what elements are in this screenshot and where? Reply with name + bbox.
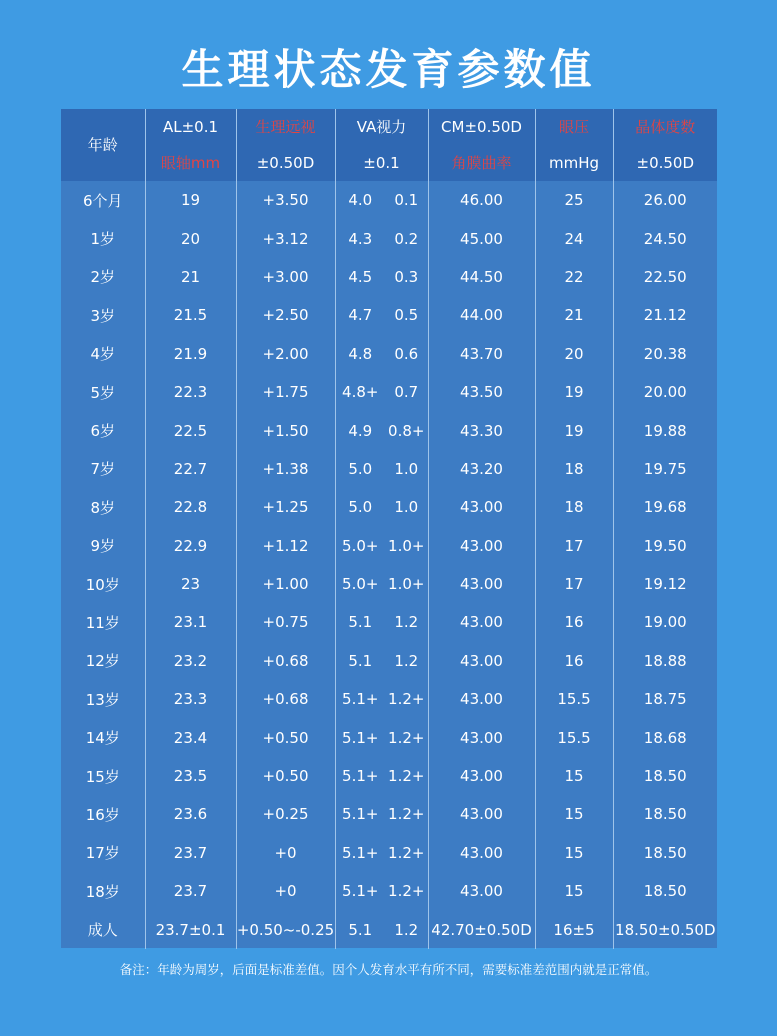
- cell-lens-power: 22.50: [643, 267, 687, 286]
- cell-iop: 17: [535, 565, 613, 603]
- cell-va-decimal: 1.0+: [385, 527, 428, 565]
- header-lens-top: 晶体度数: [613, 109, 717, 145]
- footnote: 备注：年龄为周岁，后面是标准差值。因个人发育水平有所不同，需要标准差范围内就是正常值。: [119, 962, 658, 977]
- cell-axial-length: 22.5: [145, 411, 236, 449]
- cell-age: 17岁: [61, 834, 145, 872]
- cell-lens-power: 18.50±0.50D: [615, 920, 716, 939]
- cell-axial-length: 21.9: [145, 335, 236, 373]
- cell-lens-power: 19.50: [643, 536, 687, 555]
- cell-va-5point: 5.0+: [342, 536, 379, 555]
- cell-hyperopia: +0: [236, 834, 335, 872]
- cell-iop: 24: [535, 219, 613, 257]
- cell-va-5point: 5.1: [348, 613, 373, 632]
- cell-corneal-curvature: 43.20: [428, 450, 535, 488]
- cell-axial-length: 23.7±0.1: [145, 910, 236, 948]
- cell-hyperopia: +1.50: [236, 411, 335, 449]
- header-hyperopia-bottom: ±0.50D: [236, 145, 335, 181]
- cell-va-5point: 4.3: [348, 229, 373, 248]
- cell-corneal-curvature: 43.00: [428, 718, 535, 756]
- cell-lens-power: 19.88: [643, 421, 687, 440]
- cell-va-decimal: 0.2: [385, 219, 428, 257]
- cell-va-decimal: 0.5: [385, 296, 428, 334]
- cell-iop: 18: [535, 488, 613, 526]
- cell-corneal-curvature: 43.00: [428, 527, 535, 565]
- table-row: [61, 603, 717, 641]
- cell-corneal-curvature: 43.00: [428, 834, 535, 872]
- cell-va-5point: 5.0+: [342, 575, 379, 594]
- cell-axial-length: 23.4: [145, 718, 236, 756]
- cell-va-5point: 5.1: [348, 651, 373, 670]
- cell-axial-length: 23.1: [145, 603, 236, 641]
- header-hyperopia-top: 生理远视: [236, 109, 335, 145]
- cell-va-decimal: 1.2: [385, 642, 428, 680]
- cell-iop: 15: [535, 757, 613, 795]
- cell-age: 18岁: [61, 872, 145, 910]
- cell-iop: 17: [535, 527, 613, 565]
- cell-hyperopia: +3.12: [236, 219, 335, 257]
- cell-va-5point: 5.0: [348, 459, 373, 478]
- cell-iop: 18: [535, 450, 613, 488]
- cell-va-decimal: 1.2+: [385, 795, 428, 833]
- cell-iop: 21: [535, 296, 613, 334]
- cell-age: 成人: [61, 910, 145, 948]
- cell-va-decimal: 1.2: [385, 603, 428, 641]
- cell-axial-length: 22.8: [145, 488, 236, 526]
- cell-iop: 15: [535, 795, 613, 833]
- cell-va-decimal: 1.0+: [385, 565, 428, 603]
- header-al-bottom: [145, 145, 236, 181]
- cell-axial-length: 22.7: [145, 450, 236, 488]
- cell-lens-power: 20.38: [643, 344, 687, 363]
- cell-lens-power: 18.68: [643, 728, 687, 747]
- cell-lens-power: 18.50: [643, 805, 687, 824]
- cell-va-5point: 4.5: [348, 267, 373, 286]
- table-row: [61, 565, 717, 603]
- parameter-table: [61, 109, 717, 949]
- cell-corneal-curvature: 43.70: [428, 335, 535, 373]
- cell-iop: 16: [535, 603, 613, 641]
- cell-age: 4岁: [61, 335, 145, 373]
- cell-corneal-curvature: 43.00: [428, 642, 535, 680]
- cell-va-5point: 4.9: [348, 421, 373, 440]
- cell-lens-power: 24.50: [643, 229, 687, 248]
- cell-age: 2岁: [61, 258, 145, 296]
- table-row: [61, 488, 717, 526]
- cell-corneal-curvature: 43.00: [428, 680, 535, 718]
- cell-hyperopia: +1.75: [236, 373, 335, 411]
- cell-hyperopia: +1.12: [236, 527, 335, 565]
- cell-lens-power: 19.12: [643, 575, 687, 594]
- cell-corneal-curvature: 43.00: [428, 565, 535, 603]
- cell-axial-length: 23.2: [145, 642, 236, 680]
- page-title: 生理状态发育参数值: [181, 45, 596, 94]
- cell-hyperopia: +0.25: [236, 795, 335, 833]
- cell-age: 6岁: [61, 411, 145, 449]
- table-row: [61, 642, 717, 680]
- table-row: [61, 834, 717, 872]
- cell-iop: 22: [535, 258, 613, 296]
- cell-va-decimal: 1.2+: [385, 718, 428, 756]
- cell-corneal-curvature: 45.00: [428, 219, 535, 257]
- cell-va-5point: 5.1+: [342, 805, 379, 824]
- cell-lens-power: 19.68: [643, 498, 687, 517]
- table-row: [61, 718, 717, 756]
- cell-corneal-curvature: 43.00: [428, 757, 535, 795]
- cell-corneal-curvature: 43.00: [428, 488, 535, 526]
- cell-axial-length: 23.7: [145, 834, 236, 872]
- cell-axial-length: 19: [145, 181, 236, 219]
- cell-va-5point: 4.7: [348, 306, 373, 325]
- cell-corneal-curvature: 43.30: [428, 411, 535, 449]
- cell-va-5point: 4.0: [348, 191, 373, 210]
- cell-corneal-curvature: 44.50: [428, 258, 535, 296]
- cell-hyperopia: +2.50: [236, 296, 335, 334]
- parameter-table-container: [61, 109, 717, 948]
- cell-age: 13岁: [61, 680, 145, 718]
- cell-corneal-curvature: 44.00: [428, 296, 535, 334]
- header-cm-top: CM±0.50D: [428, 109, 535, 145]
- cell-age: 9岁: [61, 527, 145, 565]
- cell-lens-power: 18.50: [643, 767, 687, 786]
- cell-iop: 20: [535, 335, 613, 373]
- cell-axial-length: 23.5: [145, 757, 236, 795]
- table-row: [61, 527, 717, 565]
- cell-hyperopia: +0.50: [236, 757, 335, 795]
- cell-lens-power: 18.75: [643, 690, 687, 709]
- cell-va-decimal: 1.2+: [385, 680, 428, 718]
- cell-lens-power: 20.00: [643, 383, 687, 402]
- cell-va-decimal: 0.7: [385, 373, 428, 411]
- cell-va-5point: 5.1: [348, 920, 373, 939]
- cell-age: 6个月: [61, 181, 145, 219]
- table-row: [61, 373, 717, 411]
- cell-hyperopia: +1.25: [236, 488, 335, 526]
- cell-corneal-curvature: 43.00: [428, 872, 535, 910]
- cell-iop: 16: [535, 642, 613, 680]
- cell-age: 11岁: [61, 603, 145, 641]
- cell-va-decimal: 1.2+: [385, 872, 428, 910]
- cell-age: 15岁: [61, 757, 145, 795]
- header-va-top: [335, 109, 428, 145]
- cell-va-decimal: 1.0: [385, 488, 428, 526]
- cell-age: 16岁: [61, 795, 145, 833]
- cell-va-5point: 4.8: [348, 344, 373, 363]
- cell-axial-length: 21.5: [145, 296, 236, 334]
- header-age: 年龄: [61, 109, 145, 181]
- table-row: [61, 450, 717, 488]
- cell-va-5point: 4.8+: [342, 383, 379, 402]
- cell-va-decimal: 0.3: [385, 258, 428, 296]
- cell-axial-length: 23: [145, 565, 236, 603]
- table-row: [61, 335, 717, 373]
- cell-va-decimal: 1.0: [385, 450, 428, 488]
- cell-va-decimal: 1.2+: [385, 757, 428, 795]
- cell-hyperopia: +3.00: [236, 258, 335, 296]
- table-row: [61, 411, 717, 449]
- cell-hyperopia: +0: [236, 872, 335, 910]
- cell-va-5point: 5.1+: [342, 690, 379, 709]
- cell-va-5point: 5.1+: [342, 882, 379, 901]
- cell-hyperopia: +0.75: [236, 603, 335, 641]
- table-row: [61, 680, 717, 718]
- cell-axial-length: 23.6: [145, 795, 236, 833]
- cell-iop: 15: [535, 834, 613, 872]
- cell-hyperopia: +1.38: [236, 450, 335, 488]
- cell-corneal-curvature: 43.50: [428, 373, 535, 411]
- cell-lens-power: 18.50: [643, 882, 687, 901]
- cell-hyperopia: +0.68: [236, 680, 335, 718]
- cell-lens-power: 18.50: [643, 843, 687, 862]
- cell-va-5point: 5.0: [348, 498, 373, 517]
- header-cm-bottom: 角膜曲率: [428, 145, 535, 181]
- header-lens-bottom: ±0.50D: [613, 145, 717, 181]
- cell-lens-power: 21.12: [643, 306, 687, 325]
- cell-hyperopia: +1.00: [236, 565, 335, 603]
- cell-corneal-curvature: 43.00: [428, 795, 535, 833]
- cell-corneal-curvature: 43.00: [428, 603, 535, 641]
- cell-corneal-curvature: 46.00: [428, 181, 535, 219]
- cell-age: 10岁: [61, 565, 145, 603]
- cell-va-decimal: 1.2+: [385, 834, 428, 872]
- cell-lens-power: 18.88: [643, 651, 687, 670]
- cell-iop: 19: [535, 411, 613, 449]
- cell-axial-length: 23.7: [145, 872, 236, 910]
- cell-lens-power: 26.00: [643, 191, 687, 210]
- header-al-top: AL±0.1: [145, 109, 236, 145]
- cell-iop: 15.5: [535, 680, 613, 718]
- table-row: [61, 219, 717, 257]
- cell-axial-length: 22.3: [145, 373, 236, 411]
- cell-va-5point: 5.1+: [342, 843, 379, 862]
- header-iop-bottom: mmHg: [535, 145, 613, 181]
- table-row: [61, 910, 717, 948]
- table-row: [61, 296, 717, 334]
- cell-hyperopia: +0.50: [236, 718, 335, 756]
- cell-age: 8岁: [61, 488, 145, 526]
- cell-iop: 16±5: [535, 910, 613, 948]
- table-row: [61, 872, 717, 910]
- cell-age: 1岁: [61, 219, 145, 257]
- table-row: [61, 795, 717, 833]
- cell-age: 12岁: [61, 642, 145, 680]
- cell-va-decimal: 0.1: [385, 181, 428, 219]
- cell-axial-length: 23.3: [145, 680, 236, 718]
- cell-va-decimal: 0.8+: [385, 411, 428, 449]
- cell-age: 7岁: [61, 450, 145, 488]
- cell-iop: 15.5: [535, 718, 613, 756]
- cell-age: 14岁: [61, 718, 145, 756]
- cell-age: 5岁: [61, 373, 145, 411]
- cell-axial-length: 20: [145, 219, 236, 257]
- cell-lens-power: 19.75: [643, 459, 687, 478]
- cell-hyperopia: +0.50~-0.25: [236, 910, 335, 948]
- cell-corneal-curvature: 42.70±0.50D: [428, 910, 535, 948]
- header-va-bottom: ±0.1: [335, 145, 428, 181]
- cell-va-decimal: 1.2: [385, 910, 428, 948]
- cell-hyperopia: +3.50: [236, 181, 335, 219]
- cell-va-decimal: 0.6: [385, 335, 428, 373]
- cell-age: 3岁: [61, 296, 145, 334]
- table-row: [61, 181, 717, 219]
- header-iop-top: 眼压: [535, 109, 613, 145]
- cell-hyperopia: +0.68: [236, 642, 335, 680]
- cell-axial-length: 22.9: [145, 527, 236, 565]
- cell-iop: 25: [535, 181, 613, 219]
- cell-va-5point: 5.1+: [342, 767, 379, 786]
- cell-iop: 19: [535, 373, 613, 411]
- cell-iop: 15: [535, 872, 613, 910]
- cell-lens-power: 19.00: [643, 613, 687, 632]
- header-va-label: VA视力: [356, 118, 407, 136]
- header-al-bottom-text: 眼轴mm: [160, 154, 221, 172]
- cell-va-5point: 5.1+: [342, 728, 379, 747]
- cell-hyperopia: +2.00: [236, 335, 335, 373]
- table-row: [61, 258, 717, 296]
- table-body: [61, 181, 717, 949]
- cell-axial-length: 21: [145, 258, 236, 296]
- table-row: [61, 757, 717, 795]
